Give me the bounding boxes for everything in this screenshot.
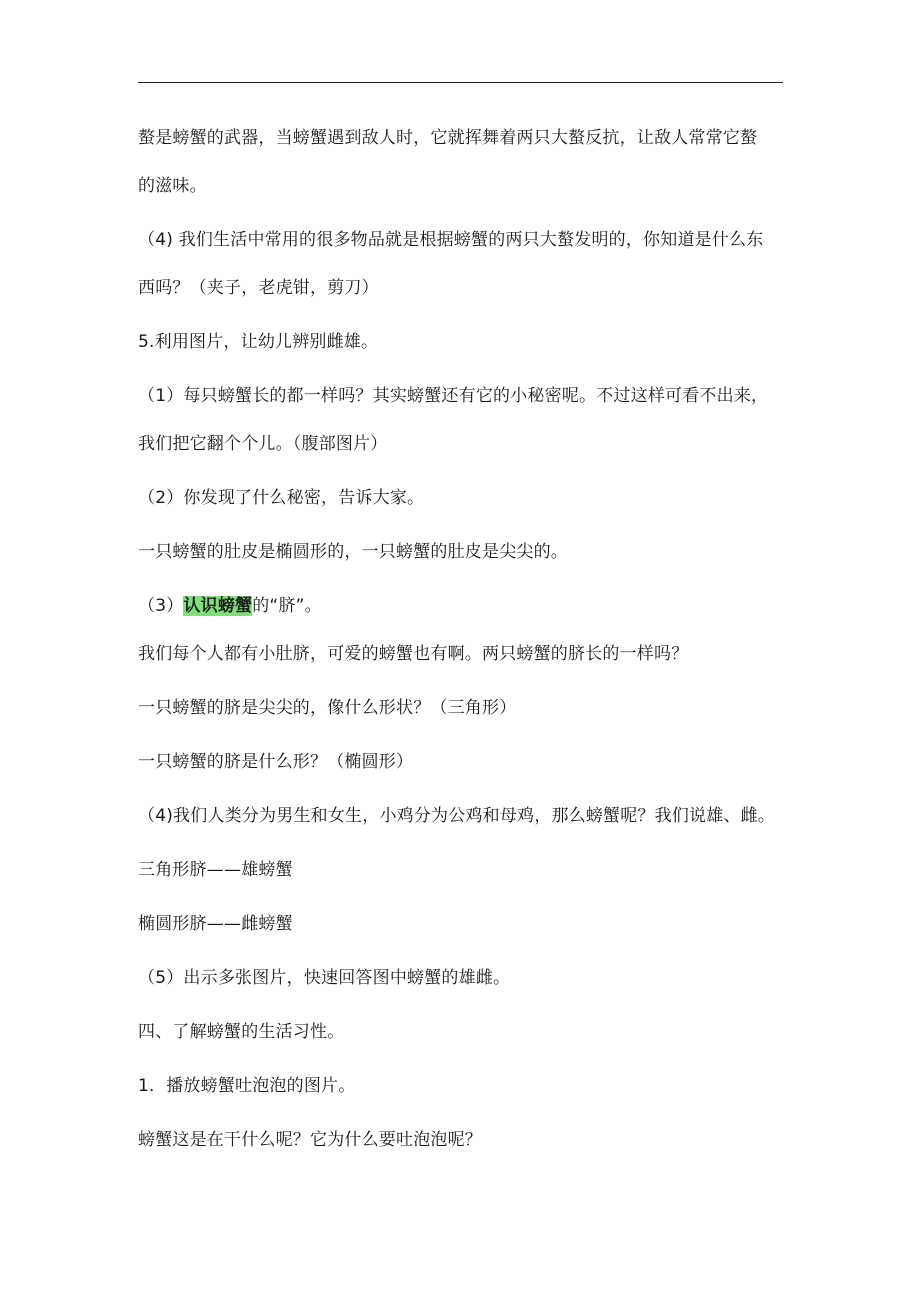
header-rule <box>138 82 783 83</box>
section-heading: 5.利用图片，让幼儿辨别雌雄。 <box>138 332 379 352</box>
paragraph-line: 螯是螃蟹的武器，当螃蟹遇到敌人时，它就挥舞着两只大螯反抗，让敌人常常它螯 <box>138 128 758 148</box>
highlighted-text: 认识螃蟹 <box>183 596 253 616</box>
paragraph-line: （2）你发现了什么秘密，告诉大家。 <box>138 488 425 508</box>
line-prefix: （3） <box>138 596 184 616</box>
paragraph-line: 我们每个人都有小肚脐，可爱的螃蟹也有啊。两只螃蟹的脐长的一样吗？ <box>138 644 689 664</box>
paragraph-line: 我们把它翻个个儿。（腹部图片） <box>138 434 388 454</box>
section-heading: 四、了解螃蟹的生活习性。 <box>138 1022 345 1042</box>
paragraph-line: 西吗？（夹子，老虎钳，剪刀） <box>138 278 379 298</box>
paragraph-line: 三角形脐——雄螃蟹 <box>138 860 293 880</box>
paragraph-line: 1．播放螃蟹吐泡泡的图片。 <box>138 1076 356 1096</box>
line-suffix: 的“脐”。 <box>252 596 322 616</box>
paragraph-line: 一只螃蟹的肚皮是椭圆形的，一只螃蟹的肚皮是尖尖的。 <box>138 542 568 562</box>
paragraph-line: （4)我们人类分为男生和女生，小鸡分为公鸡和母鸡，那么螃蟹呢？我们说雄、雌。 <box>138 806 776 826</box>
paragraph-line-highlighted <box>138 594 322 618</box>
paragraph-line: （4) 我们生活中常用的很多物品就是根据螃蟹的两只大螯发明的，你知道是什么东 <box>138 230 764 250</box>
paragraph-line: 一只螃蟹的脐是什么形？（椭圆形） <box>138 752 414 772</box>
paragraph-line: （5）出示多张图片，快速回答图中螃蟹的雄雌。 <box>138 968 511 988</box>
paragraph-line: 螃蟹这是在干什么呢？它为什么要吐泡泡呢？ <box>138 1130 482 1150</box>
paragraph-line: 椭圆形脐——雌螃蟹 <box>138 914 293 934</box>
paragraph-line: （1）每只螃蟹长的都一样吗？其实螃蟹还有它的小秘密呢。不过这样可看不出来， <box>138 386 769 406</box>
paragraph-line: 一只螃蟹的脐是尖尖的，像什么形状？（三角形） <box>138 698 517 718</box>
paragraph-line: 的滋味。 <box>138 176 207 196</box>
